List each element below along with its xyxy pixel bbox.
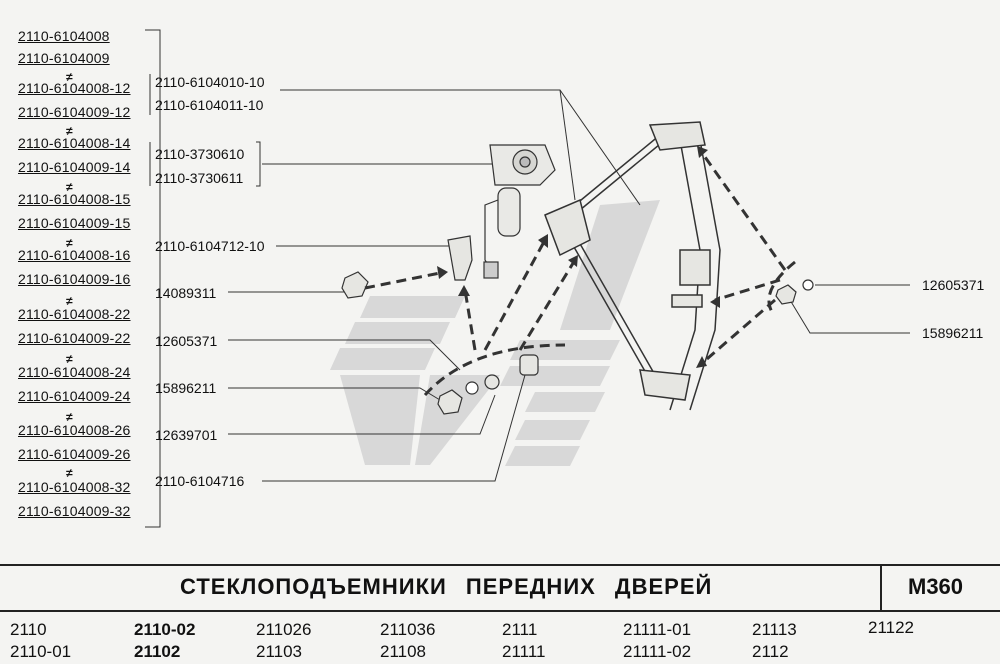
neq-symbol: ≠: [66, 466, 73, 480]
callout-motor-1: 2110-3730610: [155, 146, 245, 162]
callout-nut-left: 14089311: [155, 285, 217, 301]
part-number: 2110-6104008-26: [18, 422, 131, 438]
neq-symbol: ≠: [66, 70, 73, 84]
page-title: СТЕКЛОПОДЪЕМНИКИ ПЕРЕДНИХ ДВЕРЕЙ: [180, 574, 713, 599]
neq-symbol: ≠: [66, 180, 73, 194]
neq-symbol: ≠: [66, 294, 73, 308]
model-item: 21102: [134, 642, 181, 661]
model-item: 211026: [256, 620, 312, 639]
callout-washer-left: 12605371: [155, 333, 218, 349]
motor-assembly: [484, 145, 555, 278]
model-item: 21111-01: [623, 620, 692, 639]
part-number: 2110-6104009-24: [18, 388, 131, 404]
part-number: 2110-6104009-12: [18, 104, 131, 120]
part-number: 2110-6104008-14: [18, 135, 131, 151]
part-number: 2110-6104008-12: [18, 80, 131, 96]
part-number: 2110-6104008-32: [18, 479, 131, 495]
title-bar: [0, 564, 1000, 612]
title-divider: [880, 566, 882, 610]
neq-symbol: ≠: [66, 352, 73, 366]
callout-regulator-2: 2110-6104011-10: [155, 97, 264, 113]
model-item: 21108: [380, 642, 427, 661]
part-number: 2110-6104008-15: [18, 191, 131, 207]
part-number: 2110-6104008-16: [18, 247, 131, 263]
model-item: 2110-01: [10, 642, 72, 661]
part-number: 2110-6104009: [18, 50, 110, 66]
callout-nut-right: 15896211: [922, 325, 984, 341]
callout-motor-2: 2110-3730611: [155, 170, 244, 186]
part-number: 2110-6104009-32: [18, 503, 131, 519]
part-number: 2110-6104009-15: [18, 215, 131, 231]
fasteners-right: [776, 280, 813, 304]
arrow-heads: [437, 146, 720, 368]
bracket-motor-right: [256, 142, 260, 186]
part-number: 2110-6104008-24: [18, 364, 131, 380]
part-number: 2110-6104008-22: [18, 306, 131, 322]
model-item: 2112: [752, 642, 789, 661]
callout-washer-left-2: 12639701: [155, 427, 218, 443]
callout-washer-right: 12605371: [922, 277, 985, 293]
part-number: 2110-6104008: [18, 28, 110, 44]
model-item: 21122: [868, 618, 915, 637]
holder-part: [448, 236, 472, 280]
model-item: 2111: [502, 620, 538, 639]
part-number: 2110-6104009-16: [18, 271, 131, 287]
model-item: 21111: [502, 642, 546, 661]
callout-regulator-1: 2110-6104010-10: [155, 74, 265, 90]
neq-symbol: ≠: [66, 410, 73, 424]
part-number: 2110-6104009-14: [18, 159, 131, 175]
callout-stud: 2110-6104716: [155, 473, 245, 489]
model-item: 211036: [380, 620, 436, 639]
part-number: 2110-6104009-26: [18, 446, 131, 462]
neq-symbol: ≠: [66, 236, 73, 250]
callout-holder: 2110-6104712-10: [155, 238, 265, 254]
model-item: 2110-02: [134, 620, 196, 639]
neq-symbol: ≠: [66, 124, 73, 138]
model-item: 21111-02: [623, 642, 692, 661]
model-item: 2110: [10, 620, 47, 639]
part-number: 2110-6104009-22: [18, 330, 131, 346]
model-item: 21113: [752, 620, 797, 639]
model-item: 21103: [256, 642, 303, 661]
callout-nut-left-2: 15896211: [155, 380, 217, 396]
page-code: M360: [908, 574, 964, 599]
